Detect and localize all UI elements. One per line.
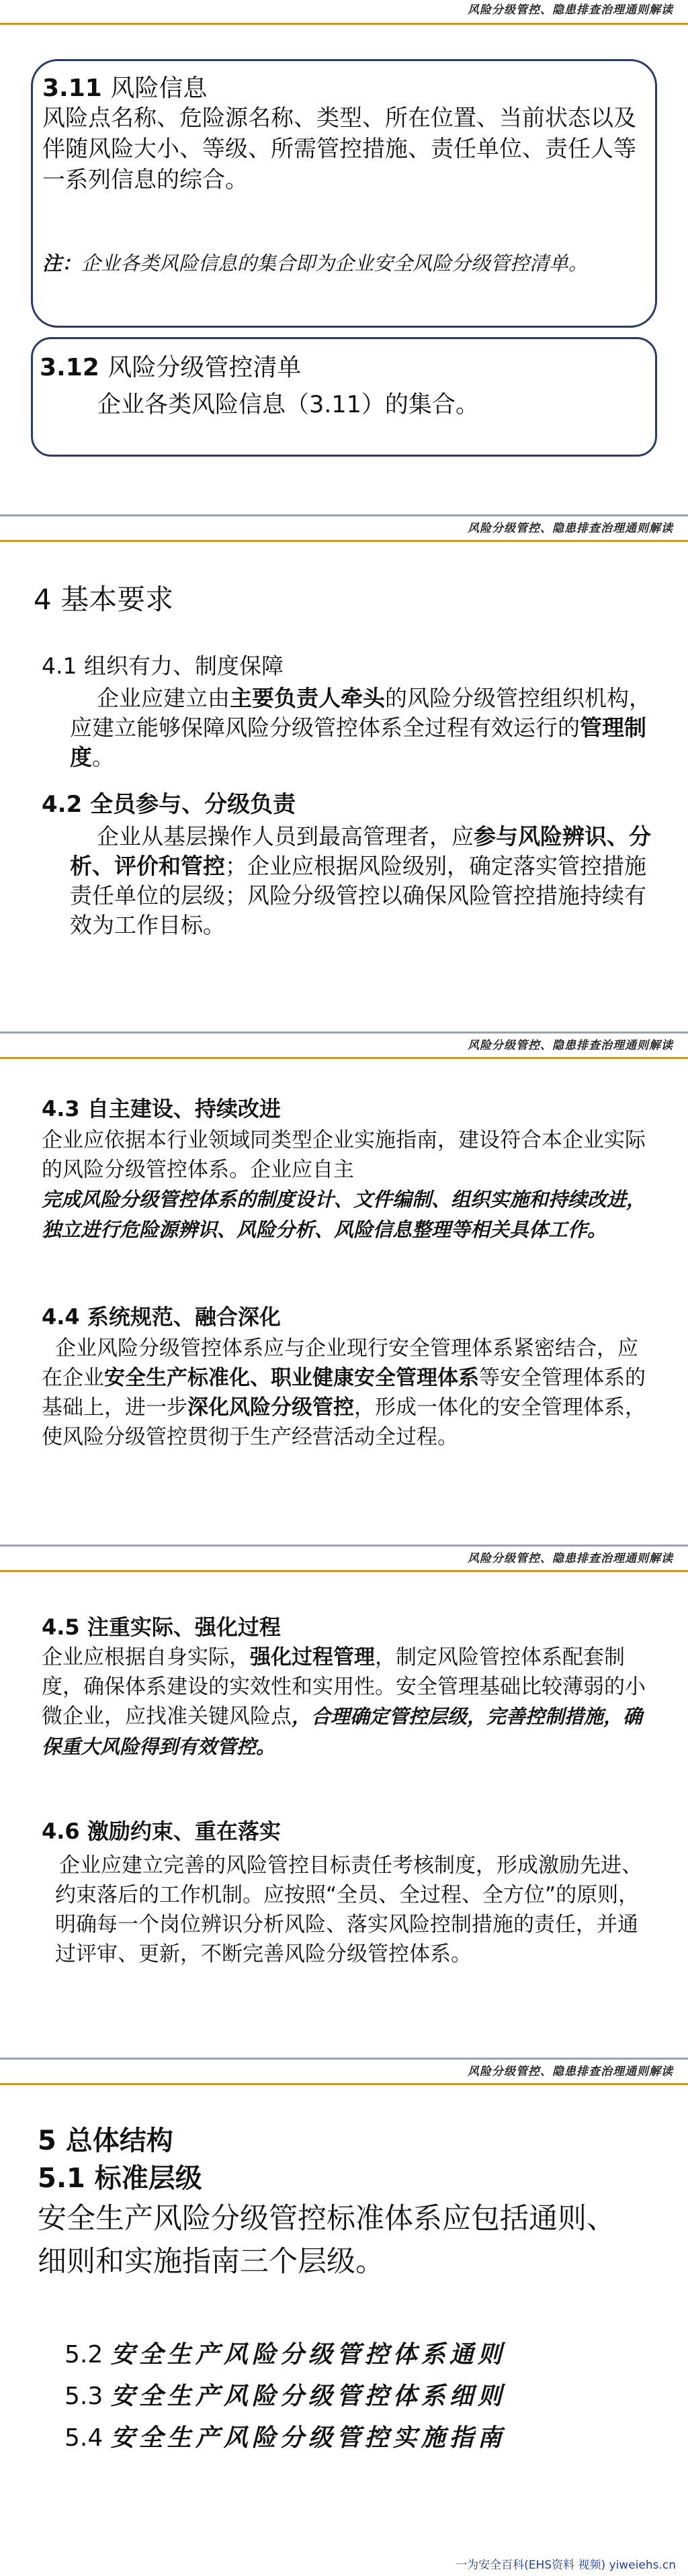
section-4-5-body — [42, 1643, 646, 1762]
risk-info-note — [42, 249, 640, 277]
risk-list-box — [31, 337, 657, 457]
slide-separator — [0, 1545, 688, 1547]
s45-bold-1: 强化过程管理 — [250, 1645, 375, 1669]
section-5-title: 5 总体结构 — [38, 2125, 173, 2156]
slide-header: 风险分级管控、隐患排查治理通则解读 — [468, 522, 673, 535]
section-4-2-title: 4.2 全员参与、分级负责 — [42, 791, 296, 818]
list-item — [64, 2377, 506, 2411]
risk-list-heading: 风险分级管控清单 — [108, 354, 302, 381]
slide-practice — [0, 1545, 688, 2058]
s41-text-2: 的风险分级管控组织机构，应建立能够保障风险分级管控体系全过程有效运行的 — [70, 685, 651, 741]
section-4-2-body — [70, 822, 654, 940]
slide-separator — [0, 514, 688, 516]
slide-self-build — [0, 1031, 688, 1545]
header-rule — [0, 1057, 688, 1059]
section-4-3-handwritten: 完成风险分级管控体系的制度设计、文件编制、组织实施和持续改进，独立进行危险源辨识、风险分析、风险信息整理等相关具体工作。 — [42, 1188, 646, 1241]
s41-text-3: 。 — [92, 744, 114, 770]
risk-list-number: 3.12 — [40, 354, 99, 381]
s41-bold-1: 主要负责人牵头 — [230, 685, 385, 711]
slide-header: 风险分级管控、隐患排查治理通则解读 — [468, 3, 673, 17]
header-rule — [0, 2083, 688, 2085]
slide-overall-structure — [0, 2058, 688, 2576]
risk-info-box — [31, 59, 657, 328]
s41-text-1: 企业应建立由 — [97, 685, 230, 711]
header-rule — [0, 1570, 688, 1572]
header-rule — [0, 23, 688, 25]
list-item-number: 5.3 — [64, 2383, 103, 2410]
s44-text-3: ，形成一体化的安全管理体系，使风险分级管控贯彻于生产经营活动全过程。 — [42, 1395, 646, 1449]
note-label: 注： — [42, 252, 82, 275]
list-item-number: 5.4 — [64, 2424, 103, 2452]
s45-text-1: 企业应根据自身实际， — [42, 1645, 250, 1669]
risk-list-body: 企业各类风险信息（3.11）的集合。 — [97, 392, 479, 418]
risk-info-body: 风险点名称、危险源名称、类型、所在位置、当前状态以及伴随风险大小、等级、所需管控措施、责任单位、责任人等一系列信息的综合。 — [42, 105, 636, 193]
section-4-6-body: 企业应建立完善的风险管控目标责任考核制度，形成激励先进、约束落后的工作机制。应按照“全员、全过程、全方位”的原则，明确每一个岗位辨识分析风险、落实风险控制措施的责任，并通过评审、更新，不断完善风险分级管控体系。 — [55, 1853, 642, 1966]
header-rule — [0, 540, 688, 542]
s44-text-1: 企业风险分级管控体系应与企业现行安全管理体系紧密结合，应在企业 — [42, 1336, 638, 1390]
s44-bold-2: 深化风险分级管控 — [187, 1395, 354, 1420]
risk-info-title — [42, 69, 207, 103]
s45-handwritten: ，合理确定管控层级，完善控制措施，确保重大风险得到有效管控。 — [42, 1705, 643, 1758]
footer-watermark[interactable]: 一为安全百科(EHS资料 视频) yiweiehs.cn — [456, 2559, 676, 2572]
s42-bold-1: 参与风险辨识、分析、评价和管控 — [70, 823, 651, 879]
s41-bold-2: 管理制度 — [70, 715, 646, 770]
s44-text-2: 等安全管理体系的基础上，进一步 — [42, 1366, 646, 1420]
section-4-3-title: 4.3 自主建设、持续改进 — [42, 1096, 281, 1121]
s42-text-1: 企业从基层操作人员到最高管理者，应 — [97, 823, 474, 849]
slide-risk-info — [0, 0, 688, 514]
section-4-1-title: 4.1 组织有力、制度保障 — [42, 653, 284, 679]
list-item — [64, 2419, 506, 2453]
section-5-1-body: 安全生产风险分级管控标准体系应包括通则、细则和实施指南三个层级。 — [38, 2202, 615, 2279]
section-4-4-title: 4.4 系统规范、融合深化 — [42, 1304, 281, 1330]
slide-basic-requirements — [0, 514, 688, 1031]
section-4-6-title: 4.6 激励约束、重在落实 — [42, 1819, 281, 1844]
section-5-1-title: 5.1 标准层级 — [38, 2163, 202, 2194]
slide-separator — [0, 1031, 688, 1033]
section-4-title: 4 基本要求 — [34, 583, 174, 616]
section-4-5-title: 4.5 注重实际、强化过程 — [42, 1614, 281, 1640]
s42-text-2: ；企业应根据风险级别，确定落实管控措施责任单位的层级；风险分级管控以确保风险管控措施持续有效为工作目标。 — [70, 853, 646, 938]
section-4-1-body — [70, 684, 654, 772]
section-4-4-body — [42, 1334, 646, 1452]
list-item-label: 安全生产风险分级管控实施指南 — [110, 2424, 506, 2452]
note-text: 企业各类风险信息的集合即为企业安全风险分级管控清单。 — [81, 252, 589, 275]
s45-text-2: ，制定风险管控体系配套制度，确保体系建设的实效性和实用性。安全管理基础比较薄弱的小微企业，应找准关键风险点 — [42, 1645, 646, 1729]
slide-header: 风险分级管控、隐患排查治理通则解读 — [468, 1039, 673, 1052]
s44-bold-1: 安全生产标准化、职业健康安全管理体系 — [104, 1366, 479, 1390]
list-item-label: 安全生产风险分级管控体系通则 — [110, 2340, 506, 2368]
risk-info-heading: 风险信息 — [110, 75, 208, 102]
risk-list-title — [40, 349, 301, 383]
list-item-number: 5.2 — [64, 2341, 103, 2368]
slide-header: 风险分级管控、隐患排查治理通则解读 — [468, 1552, 673, 1565]
slide-separator — [0, 2058, 688, 2060]
list-item-label: 安全生产风险分级管控体系细则 — [110, 2382, 506, 2410]
section-4-3-body: 企业应依据本行业领域同类型企业实施指南，建设符合本企业实际的风险分级管控体系。企业应自主 — [42, 1128, 646, 1182]
slide-header: 风险分级管控、隐患排查治理通则解读 — [468, 2065, 673, 2078]
list-item — [64, 2336, 506, 2370]
risk-info-number: 3.11 — [42, 75, 102, 102]
